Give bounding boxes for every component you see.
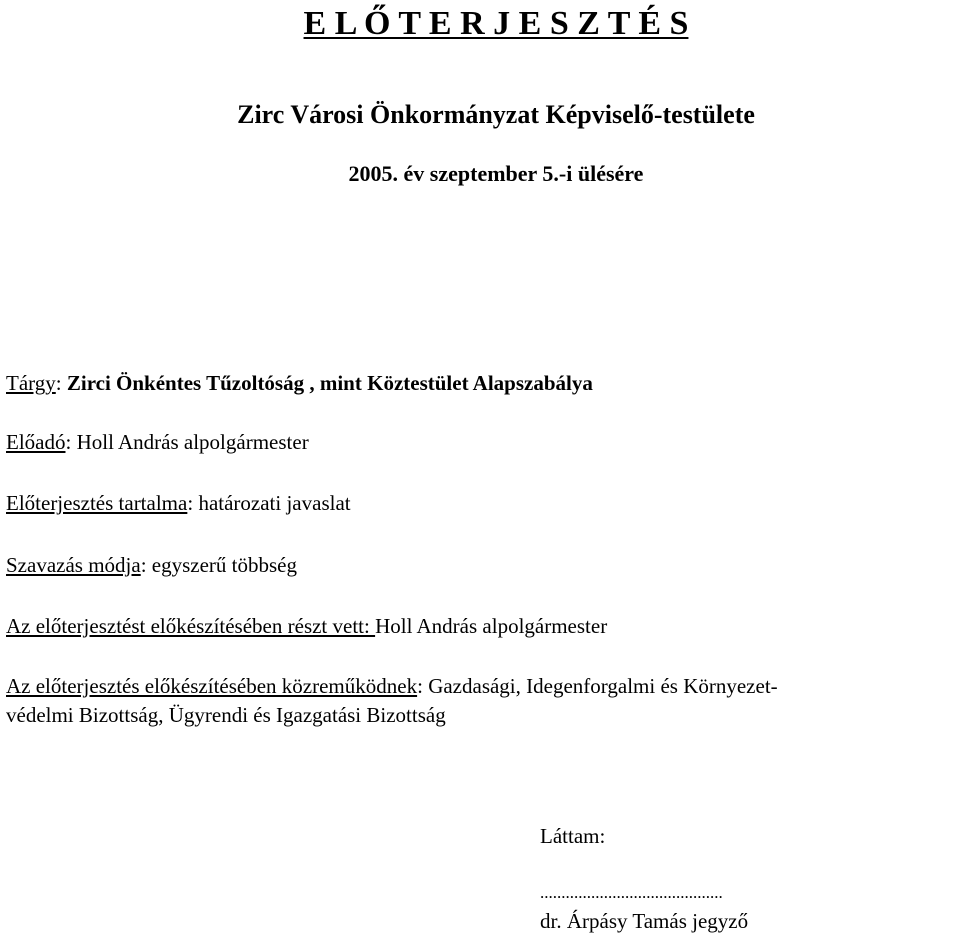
voting-row: [6, 555, 297, 576]
voting-label: Szavazás módja: [6, 553, 141, 577]
subject-value: Zirci Önkéntes Tűzoltóság , mint Köztestület Alapszabálya: [66, 371, 593, 395]
cooperation-value-line2: védelmi Bizottság, Ügyrendi és Igazgatási Bizottság: [6, 703, 446, 727]
prepared-value: Holl András alpolgármester: [375, 614, 608, 638]
content-row: [6, 493, 351, 514]
presenter-separator: :: [65, 430, 77, 454]
content-value: határozati javaslat: [198, 491, 351, 515]
cooperation-separator: :: [417, 674, 429, 698]
presenter-row: [6, 432, 309, 453]
voting-value: egyszerű többség: [151, 553, 298, 577]
meeting-date: 2005. év szeptember 5.-i ülésére: [348, 161, 644, 186]
signature-dots: ...........................................: [540, 883, 723, 902]
content-label: Előterjesztés tartalma: [6, 491, 188, 515]
voting-separator: :: [140, 553, 152, 577]
subject-separator: :: [55, 371, 67, 395]
presenter-value: Holl András alpolgármester: [76, 430, 309, 454]
seen-label: Láttam:: [540, 824, 606, 848]
council-name: Zirc Városi Önkormányzat Képviselő-testülete: [237, 100, 755, 129]
subject-label: Tárgy: [6, 371, 56, 395]
document-title: E L Ő T E R J E S Z T É S: [303, 5, 689, 42]
signatory-name: dr. Árpásy Tamás jegyző: [540, 909, 749, 933]
subject-row: [6, 373, 593, 394]
prepared-row: [6, 616, 607, 637]
content-separator: :: [187, 491, 199, 515]
prepared-label: Az előterjesztést előkészítésében részt vett:: [6, 614, 376, 638]
presenter-label: Előadó: [6, 430, 66, 454]
cooperation-row: [6, 676, 778, 697]
cooperation-value-line1: Gazdasági, Idegenforgalmi és Környezet-: [428, 674, 778, 698]
cooperation-label: Az előterjesztés előkészítésében közreműködnek: [6, 674, 418, 698]
